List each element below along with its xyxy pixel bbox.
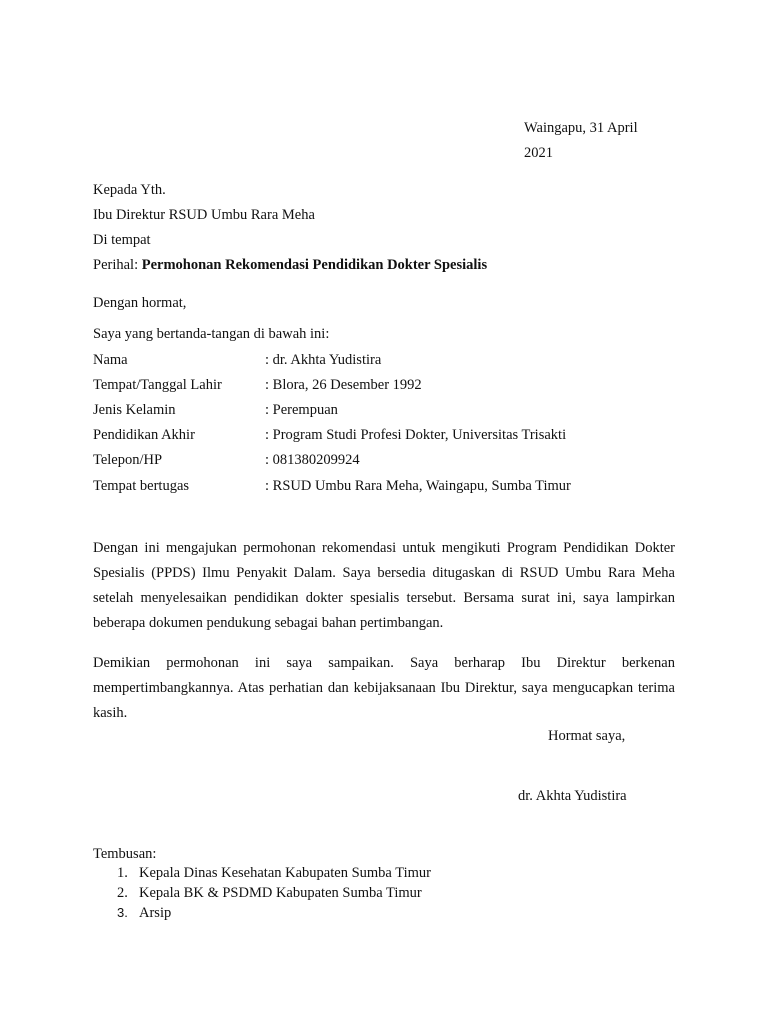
identity-value-phone: : 081380209924: [265, 452, 360, 468]
identity-label-workplace: Tempat bertugas: [93, 478, 190, 494]
addressee-location: Di tempat: [93, 232, 151, 248]
subject-label: Perihal:: [93, 257, 142, 273]
identity-label-gender: Jenis Kelamin: [93, 402, 176, 418]
identity-value-workplace: : RSUD Umbu Rara Meha, Waingapu, Sumba Timur: [265, 478, 571, 494]
identity-value-name: : dr. Akhta Yudistira: [265, 352, 382, 368]
signer-name: dr. Akhta Yudistira: [518, 788, 627, 804]
intro-line: Saya yang bertanda-tangan di bawah ini:: [93, 326, 330, 342]
cc-item-text: Kepala BK & PSDMD Kabupaten Sumba Timur: [139, 885, 422, 901]
letter-date-place: Waingapu, 31 April: [524, 120, 638, 136]
identity-label-phone: Telepon/HP: [93, 452, 163, 468]
identity-label-education: Pendidikan Akhir: [93, 427, 195, 443]
letter-subject: [93, 256, 487, 274]
cc-item-number: 2.: [117, 885, 128, 901]
cc-list-item: [117, 884, 422, 902]
cc-label: Tembusan:: [93, 846, 157, 862]
body-paragraph-request: Dengan ini mengajukan permohonan rekomendasi untuk mengikuti Program Pendidikan Dokter Spesialis (PPDS) Ilmu Penyakit Dalam. Saya bersedia ditugaskan di RSUD Umbu Rara Meha setelah menyelesaikan pendidikan dokter spesialis tersebut. Bersama surat ini, saya lampirkan beberapa dokumen pendukung sebagai bahan pertimbangan.: [93, 539, 675, 631]
body-paragraph-closing: Demikian permohonan ini saya sampaikan. Saya berharap Ibu Direktur berkenan mempertimbangkannya. Atas perhatian dan kebijaksanaan Ibu Direktur, saya mengucapkan terima kasih.: [93, 654, 675, 721]
identity-value-birth: : Blora, 26 Desember 1992: [265, 377, 422, 393]
identity-label-name: Nama: [93, 352, 128, 368]
addressee-salutation: Kepada Yth.: [93, 182, 166, 198]
cc-item-text: Arsip: [139, 905, 172, 921]
closing-salutation: Hormat saya,: [548, 728, 626, 744]
cc-list-item: [117, 904, 171, 922]
letter-date-year: 2021: [524, 145, 553, 161]
subject-value: Permohonan Rekomendasi Pendidikan Dokter Spesialis: [141, 257, 488, 273]
identity-label-birth: Tempat/Tanggal Lahir: [93, 377, 222, 393]
addressee-name: Ibu Direktur RSUD Umbu Rara Meha: [93, 207, 315, 223]
greeting: Dengan hormat,: [93, 295, 187, 311]
cc-item-text: Kepala Dinas Kesehatan Kabupaten Sumba Timur: [139, 865, 431, 881]
cc-item-number: 3.: [117, 905, 128, 920]
cc-item-number: 1.: [117, 865, 128, 881]
identity-value-education: : Program Studi Profesi Dokter, Universitas Trisakti: [265, 427, 567, 443]
cc-list-item: [117, 864, 431, 882]
identity-value-gender: : Perempuan: [265, 402, 338, 418]
